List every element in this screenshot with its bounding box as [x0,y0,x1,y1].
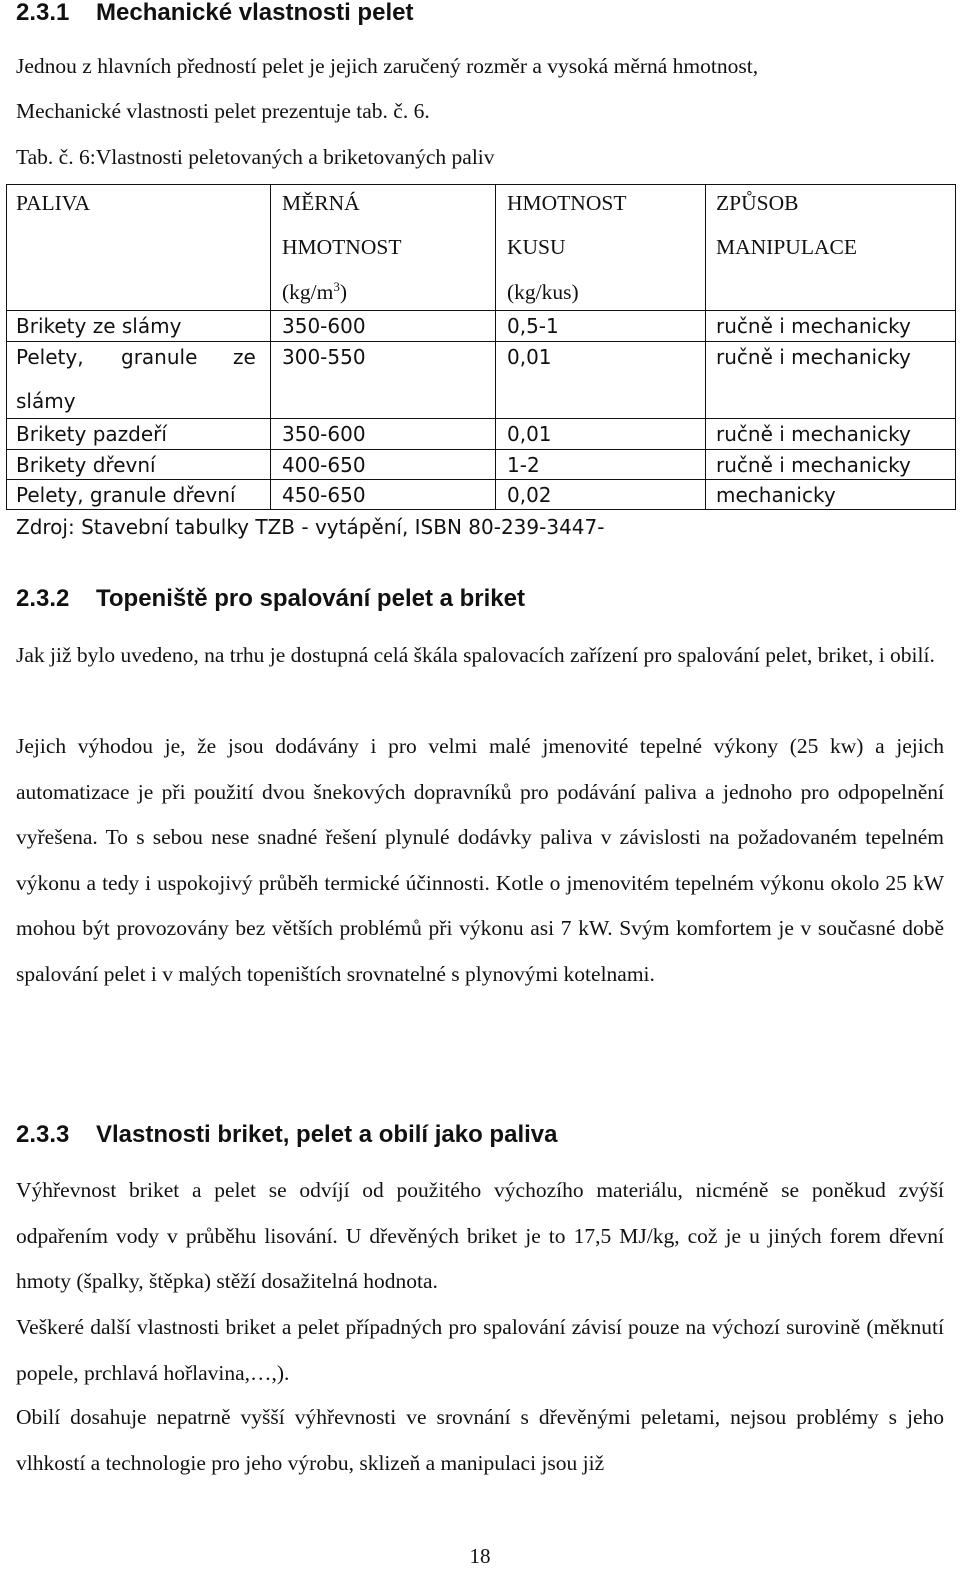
table-caption: Tab. č. 6:Vlastnosti peletovaných a briketovaných paliv [16,145,495,169]
table-source: Zdroj: Stavební tabulky TZB - vytápění, ISBN 80-239-3447- [16,515,605,539]
table-row-divider [7,418,955,419]
paragraph-line: Mechanické vlastnosti pelet prezentuje tab. č. 6. [16,99,430,123]
header-weight-unit: (kg/kus) [507,280,579,304]
table-column-divider [495,185,496,509]
table-row-divider [7,479,955,480]
header-weight-line1: HMOTNOST [507,191,627,215]
table-column-divider [705,185,706,509]
paragraph-line: Jednou z hlavních předností pelet je jejich zaručený rozměr a vysoká měrná hmotnost, [16,54,759,78]
table-row-divider [7,449,955,450]
table-cell-fuel-word: Pelety, [16,345,84,369]
section-number: 2.3.2 [16,585,70,612]
header-density-unit: $(kg/m^3)$ [282,278,348,304]
header-density-line1: MĚRNÁ [282,191,360,215]
section-title: Topeniště pro spalování pelet a briket [96,585,525,612]
table-cell-handling: ručně i mechanicky [716,422,911,446]
table-cell-weight: 0,5-1 [507,314,559,338]
section-heading-2-3-1 [16,0,413,27]
header-handling-line1: ZPŮSOB [716,191,799,215]
paragraph: Jak již bylo uvedeno, na trhu je dostupná celá škála spalovacích zařízení pro spalování pelet, briket, i obilí. [16,643,935,667]
section-number: 2.3.3 [16,1121,70,1148]
table-cell-weight: 0,01 [507,422,552,446]
table-cell-fuel-word: ze [233,345,256,369]
paragraph: Výhřevnost briket a pelet se odvíjí od použitého výchozího materiálu, nicméně se poněkud zvýší odpařením vody v průběhu lisování. U dřevěných briket je to 17,5 MJ/kg, což je u jiných forem dřevní hmoty (špalky, štěpka) stěží dosažitelná hodnota. [16,1178,944,1293]
table-cell-density: 300-550 [282,345,366,369]
table-cell-weight: 1-2 [507,453,540,477]
table-cell-weight: 0,02 [507,483,552,507]
table-row-divider [7,310,955,311]
table-cell-density: 350-600 [282,314,366,338]
table-cell-handling: ručně i mechanicky [716,453,911,477]
paragraph: Jejich výhodou je, že jsou dodávány i pro velmi malé jmenovité tepelné výkony (25 kw) a jejich automatizace je při použití dvou šnekových dopravníků pro podávání paliva a jednoho pro odpopelnění vyřešena. To s sebou nese snadné řešení plynulé dodávky paliva v závislosti na požadovaném tepelném výkonu a tedy i uspokojivý průběh termické účinnosti. Kotle o jmenovitém tepelném výkonu okolo 25 kW mohou být provozovány bez větších problémů při výkonu asi 7 kW. Svým komfortem je v současné době spalování pelet i v malých topeništích srovnatelné s plynovými kotelnami. [16,734,944,986]
table-cell-fuel: Brikety ze slámy [16,314,182,338]
table-cell-weight: 0,01 [507,345,552,369]
header-density-line2: HMOTNOST [282,235,402,259]
header-weight-line2: KUSU [507,235,566,259]
section-title: Vlastnosti briket, pelet a obilí jako paliva [96,1121,558,1148]
table-cell-handling: mechanicky [716,483,836,507]
section-title: Mechanické vlastnosti pelet [96,0,414,26]
properties-table [6,184,956,510]
paragraph: Veškeré další vlastnosti briket a pelet případných pro spalování závisí pouze na výchozí surovině (měknutí popele, prchlavá hořlavina,…,). [16,1315,944,1385]
table-cell-density: 450-650 [282,483,366,507]
header-handling-line2: MANIPULACE [716,235,857,259]
table-row-divider [7,341,955,342]
section-heading-2-3-2 [16,585,525,613]
section-number: 2.3.1 [16,0,70,26]
table-cell-fuel: Brikety pazdeří [16,422,167,446]
table-cell-fuel: Pelety, granule dřevní [16,483,236,507]
table-cell-fuel: Brikety dřevní [16,453,156,477]
header-fuel: PALIVA [16,191,91,215]
table-cell-fuel-word: granule [121,345,198,369]
table-cell-handling: ručně i mechanicky [716,345,911,369]
table-cell-handling: ručně i mechanicky [716,314,911,338]
paragraph: Obilí dosahuje nepatrně vyšší výhřevnosti ve srovnání s dřevěnými peletami, nejsou problémy s jeho vlhkostí a technologie pro jeho výrobu, sklizeň a manipulaci jsou již [16,1405,944,1475]
table-cell-density: 350-600 [282,422,366,446]
table-cell-density: 400-650 [282,453,366,477]
table-column-divider [270,185,271,509]
section-heading-2-3-3 [16,1121,557,1149]
page-number: 18 [469,1544,491,1568]
table-cell-fuel-line2: slámy [16,389,76,413]
